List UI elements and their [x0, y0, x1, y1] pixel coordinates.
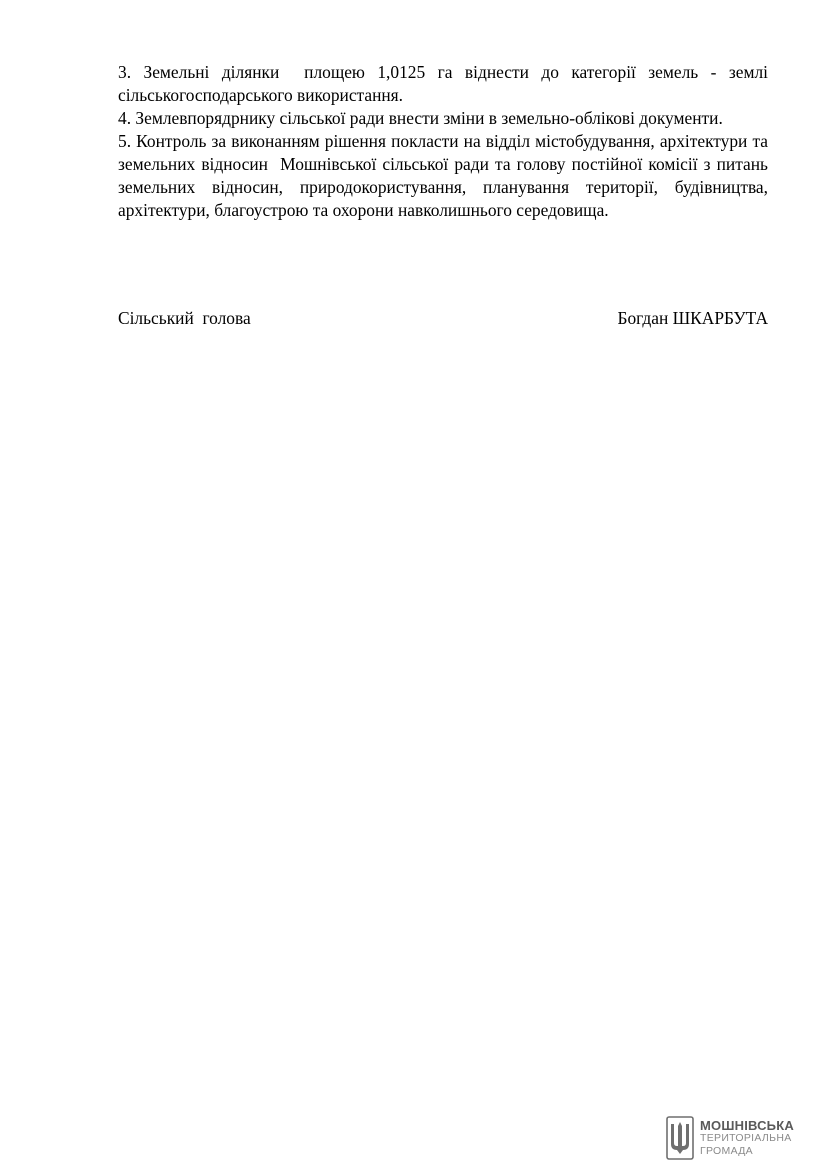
logo-text — [700, 1119, 794, 1158]
signatory-name: Богдан ШКАРБУТА — [617, 308, 768, 328]
document-body — [118, 61, 773, 222]
paragraph-3: 3. Земельні ділянки площею 1,0125 га віднести до категорії земель - землі сільськогосподарського використання. — [118, 62, 773, 105]
paragraph-4: 4. Землевпорядрнику сільської ради внести зміни в земельно-облікові документи. — [118, 108, 723, 128]
paragraph-5: 5. Контроль за виконанням рішення покласти на відділ містобудування, архітектури та земельних відносин Мошнівської сільської ради та голову постійної комісії з питань земельних відносин, природокористування, планування території, будівництва, архітектури, благоустрою та охорони навколишнього середовища. — [118, 131, 773, 220]
logo-line-territorial: ТЕРИТОРІАЛЬНА — [700, 1131, 792, 1144]
trident-emblem-icon — [666, 1116, 694, 1160]
signatory-title: Сільський голова — [118, 308, 251, 328]
logo-line-community: МОШНІВСЬКА — [700, 1117, 794, 1133]
logo-line-hromada: ГРОМАДА — [700, 1144, 753, 1157]
signature-block — [118, 307, 768, 330]
community-logo — [666, 1116, 794, 1160]
